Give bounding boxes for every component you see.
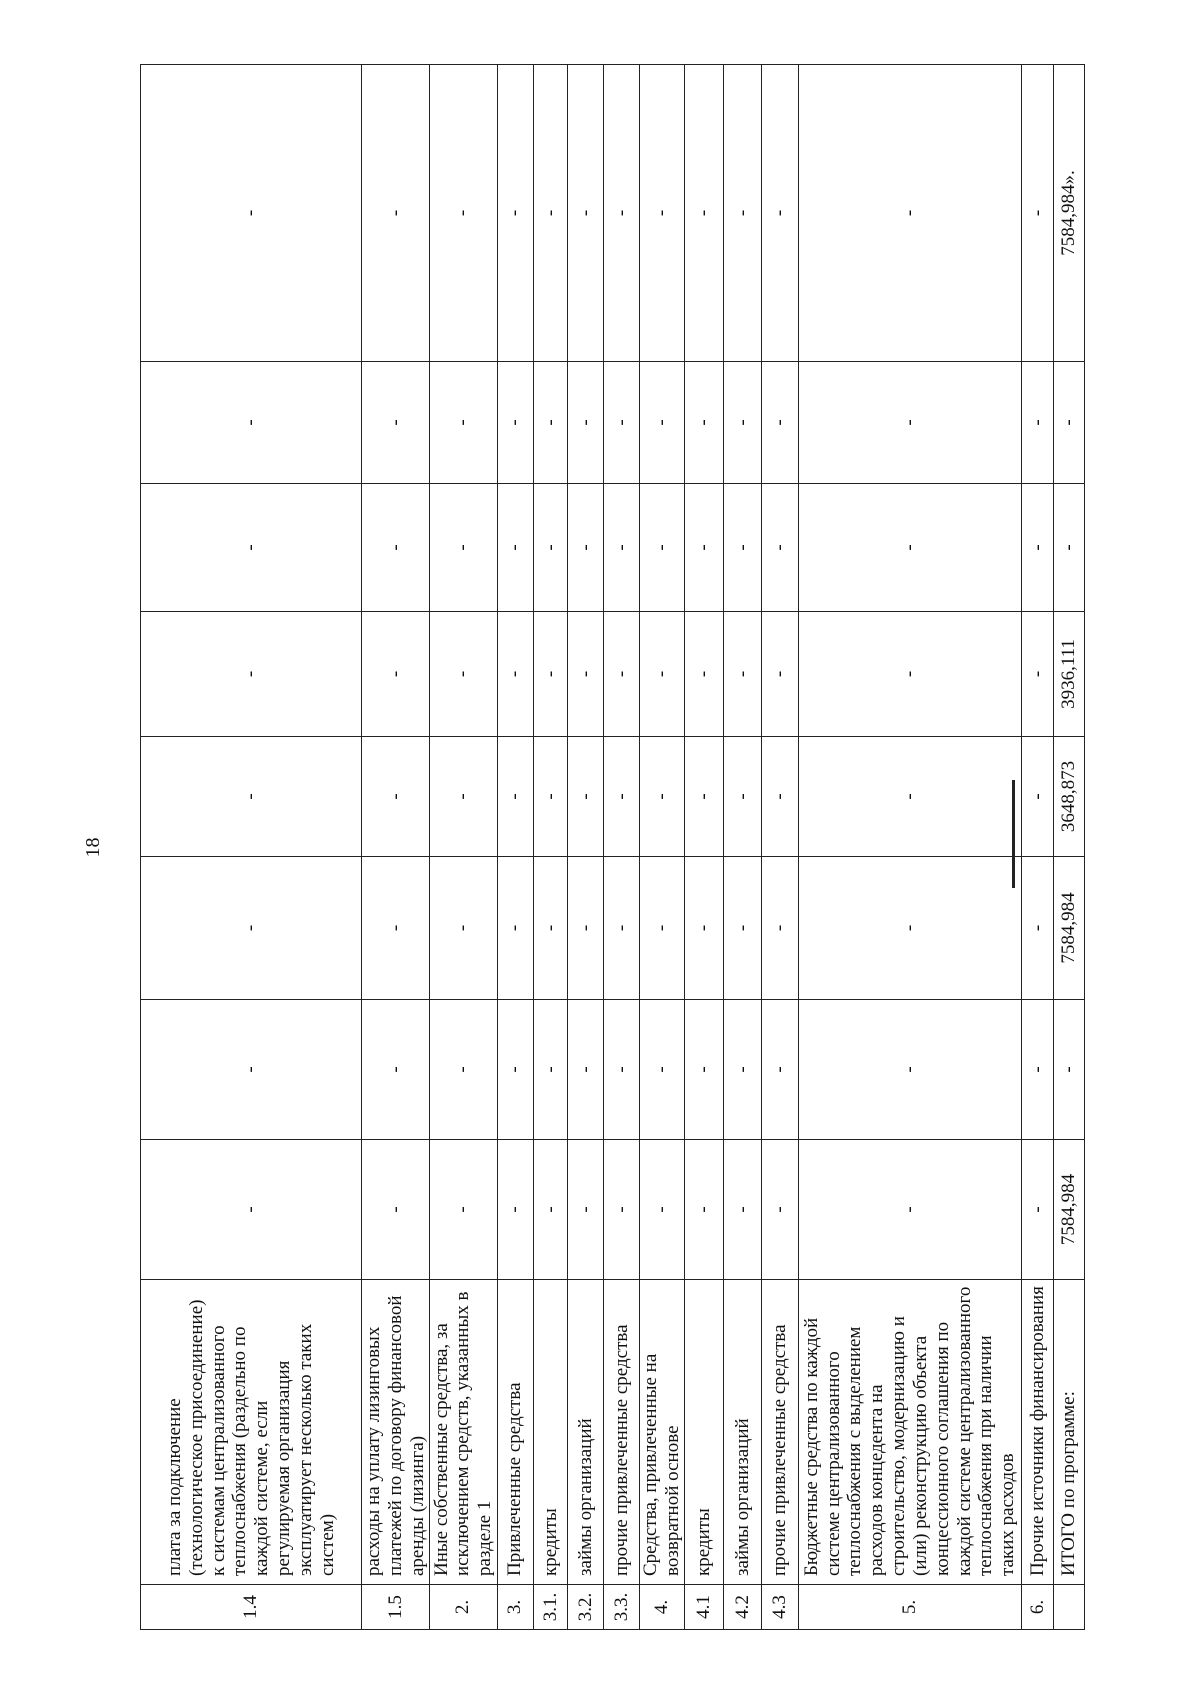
value-cell: - (1021, 484, 1054, 612)
value-cell: - (762, 1000, 799, 1140)
value-cell: - (1021, 362, 1054, 484)
row-label: Привлеченные средства (497, 1280, 534, 1585)
value-cell: - (1021, 1140, 1054, 1280)
value-cell: - (685, 737, 724, 857)
value-cell: - (141, 1140, 362, 1280)
row-label: плата за подключение (технологическое присоединение) к системам централизованного теплоснабжения (раздельно по каждой системе, если регулируемая организация эксплуатирует несколько таких систем) (141, 1280, 362, 1585)
value-cell: - (141, 612, 362, 737)
financing-table (140, 64, 1085, 1630)
row-label: займы организаций (567, 1280, 604, 1585)
value-cell: - (1021, 857, 1054, 1000)
row-number: 1.5 (362, 1585, 430, 1630)
row-number: 4.2 (723, 1585, 762, 1630)
value-cell: - (1021, 65, 1054, 362)
row-number (1054, 1585, 1085, 1630)
value-cell: - (685, 1000, 724, 1140)
value-cell: - (1021, 612, 1054, 737)
value-cell: - (798, 1140, 1021, 1280)
value-cell: 3936,111 (1054, 612, 1085, 737)
table-row (639, 65, 684, 1630)
value-cell: - (798, 65, 1021, 362)
row-number: 5. (798, 1585, 1021, 1630)
value-cell: - (141, 737, 362, 857)
value-cell: - (685, 362, 724, 484)
row-label: ИТОГО по программе: (1054, 1280, 1085, 1585)
table-row (1021, 65, 1054, 1630)
value-cell: - (762, 857, 799, 1000)
value-cell: - (497, 1140, 534, 1280)
value-cell: - (497, 612, 534, 737)
value-cell: - (534, 737, 568, 857)
row-number: 3.3. (604, 1585, 640, 1630)
value-cell: - (497, 1000, 534, 1140)
row-label: прочие привлеченные средства (604, 1280, 640, 1585)
row-label: Бюджетные средства по каждой системе централизованного теплоснабжения с выделением расходов концедента на строительство, модернизацию и (или) реконструкцию объекта концессионного соглашения по каждой системе централизованного теплоснабжения при наличии таких расходов (798, 1280, 1021, 1585)
table-row (534, 65, 568, 1630)
value-cell: - (798, 737, 1021, 857)
value-cell: - (141, 484, 362, 612)
value-cell: - (430, 612, 498, 737)
value-cell: - (723, 65, 762, 362)
value-cell: - (567, 65, 604, 362)
value-cell: - (1021, 737, 1054, 857)
value-cell: 7584,984 (1054, 1140, 1085, 1280)
value-cell: - (685, 1140, 724, 1280)
row-number: 4. (639, 1585, 684, 1630)
row-number: 4.3 (762, 1585, 799, 1630)
value-cell: - (723, 484, 762, 612)
value-cell: - (798, 484, 1021, 612)
value-cell: - (430, 484, 498, 612)
value-cell: - (604, 484, 640, 612)
value-cell: - (604, 1140, 640, 1280)
row-number: 4.1 (685, 1585, 724, 1630)
value-cell: - (723, 362, 762, 484)
value-cell: - (1021, 1000, 1054, 1140)
value-cell: - (762, 737, 799, 857)
value-cell: 7584,984 (1054, 857, 1085, 1000)
value-cell: - (639, 612, 684, 737)
value-cell: - (604, 362, 640, 484)
row-label: кредиты (534, 1280, 568, 1585)
rotated-page (82, 65, 1085, 1630)
value-cell: - (430, 1140, 498, 1280)
value-cell: - (762, 65, 799, 362)
value-cell: - (362, 484, 430, 612)
value-cell: - (430, 65, 498, 362)
value-cell: - (723, 857, 762, 1000)
value-cell: - (685, 484, 724, 612)
value-cell: - (604, 1000, 640, 1140)
value-cell: - (430, 362, 498, 484)
value-cell: - (567, 1000, 604, 1140)
table-row (723, 65, 762, 1630)
value-cell: - (567, 612, 604, 737)
total-row (1054, 65, 1085, 1630)
row-number: 6. (1021, 1585, 1054, 1630)
value-cell: - (604, 612, 640, 737)
value-cell: - (685, 612, 724, 737)
value-cell: - (497, 737, 534, 857)
value-cell: - (362, 362, 430, 484)
value-cell: - (798, 1000, 1021, 1140)
row-number: 2. (430, 1585, 498, 1630)
table-row (430, 65, 498, 1630)
value-cell: - (141, 65, 362, 362)
value-cell: 3648,873 (1054, 737, 1085, 857)
value-cell: - (567, 737, 604, 857)
row-label: прочие привлеченные средства (762, 1280, 799, 1585)
value-cell: - (604, 737, 640, 857)
value-cell: - (685, 65, 724, 362)
value-cell: - (534, 1140, 568, 1280)
value-cell: - (534, 362, 568, 484)
table-row (567, 65, 604, 1630)
table-row (497, 65, 534, 1630)
value-cell: - (141, 857, 362, 1000)
value-cell: - (639, 737, 684, 857)
table-row (798, 65, 1021, 1630)
value-cell: - (1054, 484, 1085, 612)
value-cell: - (430, 737, 498, 857)
value-cell: - (567, 362, 604, 484)
row-number: 3.2. (567, 1585, 604, 1630)
value-cell: - (798, 612, 1021, 737)
value-cell: - (567, 484, 604, 612)
table-row (762, 65, 799, 1630)
value-cell: - (141, 362, 362, 484)
value-cell: - (798, 857, 1021, 1000)
table-row (362, 65, 430, 1630)
value-cell: - (685, 857, 724, 1000)
value-cell: - (362, 737, 430, 857)
value-cell: - (762, 612, 799, 737)
row-label: кредиты (685, 1280, 724, 1585)
row-label: Средства, привлеченные на возвратной основе (639, 1280, 684, 1585)
row-number: 1.4 (141, 1585, 362, 1630)
value-cell: - (362, 1000, 430, 1140)
value-cell: - (723, 612, 762, 737)
value-cell: - (639, 65, 684, 362)
value-cell: - (639, 484, 684, 612)
page-number: 18 (82, 837, 104, 858)
table-row (604, 65, 640, 1630)
value-cell: - (534, 612, 568, 737)
value-cell: - (141, 1000, 362, 1140)
value-cell: - (604, 65, 640, 362)
value-cell: - (430, 1000, 498, 1140)
value-cell: - (639, 362, 684, 484)
value-cell: - (362, 612, 430, 737)
value-cell: - (1054, 362, 1085, 484)
value-cell: - (604, 857, 640, 1000)
value-cell: - (534, 484, 568, 612)
value-cell: - (639, 857, 684, 1000)
table-row (685, 65, 724, 1630)
value-cell: - (430, 857, 498, 1000)
value-cell: - (1054, 1000, 1085, 1140)
value-cell: - (762, 362, 799, 484)
value-cell: - (762, 484, 799, 612)
value-cell: - (723, 1000, 762, 1140)
row-label: Иные собственные средства, за исключением средств, указанных в разделе 1 (430, 1280, 498, 1585)
row-label: займы организаций (723, 1280, 762, 1585)
value-cell: - (534, 857, 568, 1000)
table-row (141, 65, 362, 1630)
row-label: Прочие источники финансирования (1021, 1280, 1054, 1585)
value-cell: - (534, 65, 568, 362)
value-cell: - (362, 857, 430, 1000)
value-cell: - (497, 857, 534, 1000)
value-cell: - (362, 65, 430, 362)
row-number: 3.1. (534, 1585, 568, 1630)
closing-rule (1012, 780, 1015, 888)
value-cell: - (534, 1000, 568, 1140)
row-label: расходы на уплату лизинговых платежей по договору финансовой аренды (лизинга) (362, 1280, 430, 1585)
value-cell: - (798, 362, 1021, 484)
value-cell: - (762, 1140, 799, 1280)
value-cell: - (639, 1000, 684, 1140)
value-cell: - (362, 1140, 430, 1280)
value-cell: - (567, 857, 604, 1000)
value-cell: - (497, 484, 534, 612)
value-cell: - (723, 1140, 762, 1280)
value-cell: - (567, 1140, 604, 1280)
value-cell: - (497, 362, 534, 484)
value-cell: - (639, 1140, 684, 1280)
value-cell: - (723, 737, 762, 857)
value-cell: - (497, 65, 534, 362)
row-number: 3. (497, 1585, 534, 1630)
value-cell: 7584,984». (1054, 65, 1085, 362)
